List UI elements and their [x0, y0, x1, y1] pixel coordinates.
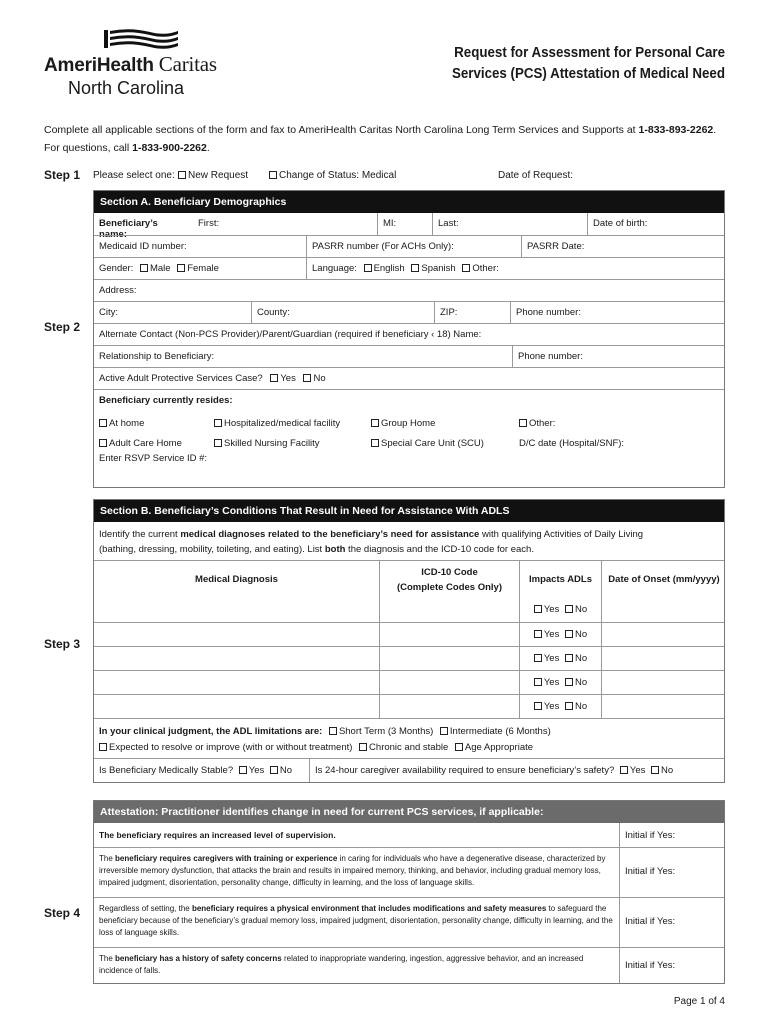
aps-yes-checkbox[interactable]: [270, 374, 278, 382]
alternate-contact-field[interactable]: Alternate Contact (Non-PCS Provider)/Parent/Guardian (required if beneficiary ‹ 18) Name:: [99, 329, 482, 340]
change-status-checkbox[interactable]: Change of Status: Medical: [269, 170, 396, 181]
phone-field[interactable]: Phone number:: [510, 302, 726, 323]
adl-yes-checkbox[interactable]: [534, 702, 542, 710]
other-language-checkbox[interactable]: [462, 264, 470, 272]
mi-field[interactable]: MI:: [377, 213, 432, 235]
section-b: Section B. Beneficiary’s Conditions That Result in Need for Assistance With ADLS Identify the current medical diagnoses related to the beneficiary’s need for assistance with qualifying Activities of Daily Living (bathing, dressing, mobility, toileting, and eating). List both the diagnosis and the ICD-10 code for each. Medical Diagnosis ICD-10 Code (Complete Codes Only) Impacts ADLs Date of Onset (mm/yyyy) Yes No Yes No Yes No Yes No Yes No In your clinical judgment, the ADL limitations are: Short Term (3 Months) Intermediate (6 Months) Expected to resolve or improve (with or without treatment) Chronic and stable Age Appropriate Is Beneficiary Medically Stable? Yes No Is 24-hour caregiver availability required to ensure beneficiary’s safety? Yes No: [93, 499, 725, 783]
dc-date-field[interactable]: D/C date (Hospital/SNF):: [519, 438, 625, 449]
male-checkbox[interactable]: [140, 264, 148, 272]
intermediate-checkbox[interactable]: [440, 727, 448, 735]
onset-date-input[interactable]: [601, 695, 726, 718]
adl-impact-field: Yes No: [519, 598, 601, 622]
at-home-checkbox[interactable]: At home: [99, 418, 144, 429]
age-appropriate-checkbox[interactable]: [455, 743, 463, 751]
date-of-request-field[interactable]: Date of Request:: [498, 170, 574, 181]
adl-impact-field: Yes No: [519, 623, 601, 646]
attestation-header: Attestation: Practitioner identifies change in need for current PCS services, if applicable:: [94, 801, 724, 823]
flag-logo-icon: [100, 28, 180, 50]
adl-impact-field: Yes No: [519, 695, 601, 718]
adl-impact-field: Yes No: [519, 647, 601, 670]
icd10-input[interactable]: [379, 695, 519, 718]
pasrr-number-field[interactable]: PASRR number (For ACHs Only):: [306, 236, 521, 257]
expected-resolve-checkbox[interactable]: [99, 743, 107, 751]
initial-safety-field[interactable]: Initial if Yes:: [619, 948, 726, 983]
county-field[interactable]: County:: [251, 302, 434, 323]
adl-yes-checkbox[interactable]: [534, 678, 542, 686]
onset-date-input[interactable]: [601, 598, 726, 622]
new-request-checkbox[interactable]: New Request: [178, 170, 248, 181]
stable-no-checkbox[interactable]: [270, 766, 278, 774]
adl-yes-checkbox[interactable]: [534, 654, 542, 662]
aps-no-checkbox[interactable]: [303, 374, 311, 382]
diagnosis-row: [94, 622, 724, 646]
step-2-label: Step 2: [44, 320, 81, 334]
adl-yes-checkbox[interactable]: [534, 605, 542, 613]
step-4-label: Step 4: [44, 906, 81, 920]
adl-no-checkbox[interactable]: [565, 702, 573, 710]
section-a-header: Section A. Beneficiary Demographics: [94, 191, 724, 213]
onset-date-input[interactable]: [601, 647, 726, 670]
address-field[interactable]: Address:: [99, 285, 137, 296]
medicaid-id-field[interactable]: Medicaid ID number:: [99, 241, 187, 252]
diagnosis-input[interactable]: [94, 598, 379, 622]
gender-field: Gender: Male Female: [99, 263, 219, 274]
aps-field: Active Adult Protective Services Case? Yes No: [99, 373, 326, 384]
group-home-checkbox[interactable]: Group Home: [371, 418, 435, 429]
step-3-label: Step 3: [44, 637, 81, 651]
icd10-input[interactable]: [379, 647, 519, 670]
intro-text: Complete all applicable sections of the form and fax to AmeriHealth Caritas North Carolina Long Term Services and Supports at 1-833-893-2262. For questions, call 1-833-900-2262.: [44, 124, 717, 154]
rsvp-field[interactable]: Enter RSVP Service ID #:: [99, 453, 208, 464]
city-field[interactable]: City:: [99, 307, 118, 318]
diagnosis-input[interactable]: [94, 647, 379, 670]
diagnosis-input[interactable]: [94, 695, 379, 718]
icd10-input[interactable]: [379, 598, 519, 622]
adl-impact-field: Yes No: [519, 671, 601, 694]
initial-environment-field[interactable]: Initial if Yes:: [619, 898, 726, 947]
scu-checkbox[interactable]: Special Care Unit (SCU): [371, 438, 484, 449]
dob-field[interactable]: Date of birth:: [587, 213, 726, 235]
section-b-header: Section B. Beneficiary’s Conditions That Result in Need for Assistance With ADLS: [94, 500, 724, 522]
short-term-checkbox[interactable]: [329, 727, 337, 735]
diagnosis-row: [94, 598, 724, 622]
diagnosis-row: [94, 670, 724, 694]
select-label: Please select one:: [93, 170, 175, 181]
icd10-input[interactable]: [379, 671, 519, 694]
availability-no-checkbox[interactable]: [651, 766, 659, 774]
diagnosis-row: [94, 646, 724, 670]
first-name-field[interactable]: First:: [198, 218, 220, 229]
chronic-checkbox[interactable]: [359, 743, 367, 751]
adl-no-checkbox[interactable]: [565, 678, 573, 686]
page-number: Page 1 of 4: [673, 996, 725, 1007]
region-label: North Carolina: [68, 78, 185, 98]
adl-yes-checkbox[interactable]: [534, 630, 542, 638]
adl-no-checkbox[interactable]: [565, 630, 573, 638]
language-field: Language: English Spanish Other:: [306, 258, 726, 279]
last-name-field[interactable]: Last:: [432, 213, 587, 235]
english-checkbox[interactable]: [364, 264, 372, 272]
availability-yes-checkbox[interactable]: [620, 766, 628, 774]
attestation-section: Attestation: Practitioner identifies change in need for current PCS services, if applicable: The beneficiary requires an increased level of supervision. Initial if Yes: The beneficiary requires caregivers with training or experience in caring for individuals who have a degenerative disease, characterized by irreversible memory dysfunction, that attacks the brain and results in impaired memory, thinking, and behavior, including gradual memory loss, impaired judgment, disorientation, personality change, difficulty in learning, and the loss of language skills. Initial if Yes: Regardless of setting, the beneficiary requires a physical environment that includes modifications and safety measures to safeguard the beneficiary because of the beneficiary’s gradual memory loss, impaired judgment, disorientation, personality change, difficulty in learning, and the loss of language skills. Initial if Yes: The beneficiary has a history of safety concerns related to inappropriate wandering, ingestion, aggressive behavior, and an increased incidence of falls. Initial if Yes:: [93, 800, 725, 984]
resides-block: Beneficiary currently resides: At home Hospitalized/medical facility Group Home Other: Adult Care Home Skilled Nursing Facility Special Care Unit (SCU) D/C date (Hospital/SNF): Enter RSVP Service ID #:: [94, 389, 724, 487]
diagnosis-table-header: Medical Diagnosis ICD-10 Code (Complete Codes Only) Impacts ADLs Date of Onset (mm/yyyy): [94, 560, 724, 598]
initial-supervision-field[interactable]: Initial if Yes:: [619, 823, 726, 847]
other-residence-checkbox[interactable]: Other:: [519, 418, 555, 429]
spanish-checkbox[interactable]: [411, 264, 419, 272]
adl-no-checkbox[interactable]: [565, 654, 573, 662]
relationship-field[interactable]: Relationship to Beneficiary:: [99, 351, 215, 362]
diagnosis-row: [94, 694, 724, 718]
initial-training-field[interactable]: Initial if Yes:: [619, 848, 726, 897]
diagnosis-input[interactable]: [94, 623, 379, 646]
zip-field[interactable]: ZIP:: [434, 302, 510, 323]
adl-no-checkbox[interactable]: [565, 605, 573, 613]
female-checkbox[interactable]: [177, 264, 185, 272]
stable-yes-checkbox[interactable]: [239, 766, 247, 774]
onset-date-input[interactable]: [601, 623, 726, 646]
diagnosis-input[interactable]: [94, 671, 379, 694]
logo: AmeriHealth Caritas North Carolina: [44, 28, 244, 100]
adult-care-checkbox[interactable]: Adult Care Home: [99, 438, 182, 449]
onset-date-input[interactable]: [601, 671, 726, 694]
caregiver-availability-field: Is 24-hour caregiver availability required to ensure beneficiary’s safety? Yes No: [309, 759, 726, 782]
snf-checkbox[interactable]: Skilled Nursing Facility: [214, 438, 320, 449]
phone2-field[interactable]: Phone number:: [512, 346, 726, 367]
section-a: Section A. Beneficiary Demographics Beneficiary’s name: First: MI: Last: Date of birth: Medicaid ID number: PASRR number (For ACHs Only): PASRR Date: Gender: Male Female Language: English Spanish Other: Address: City: County: ZIP: Phone number: Alternate Contact (Non-PCS Provider)/Parent/Guardian (required if beneficiary ‹ 18) Name: Relationship to Beneficiary: Phone number: Active Adult Protective Services Case? Yes No Beneficiary currently resides: At home Hospitalized/medical facility Group Home Other: Adult Care Home Skilled Nursing Facility Special Care Unit (SCU) D/C date (Hospital/SNF): Enter RSVP Service ID #:: [93, 190, 725, 488]
hospitalized-checkbox[interactable]: Hospitalized/medical facility: [214, 418, 340, 429]
pasrr-date-field[interactable]: PASRR Date:: [521, 236, 726, 257]
step-1-label: Step 1: [44, 168, 81, 182]
medically-stable-field: Is Beneficiary Medically Stable? Yes No: [99, 765, 293, 776]
form-title: Request for Assessment for Personal Care Services (PCS) Attestation of Medical Need: [451, 45, 725, 82]
icd10-input[interactable]: [379, 623, 519, 646]
